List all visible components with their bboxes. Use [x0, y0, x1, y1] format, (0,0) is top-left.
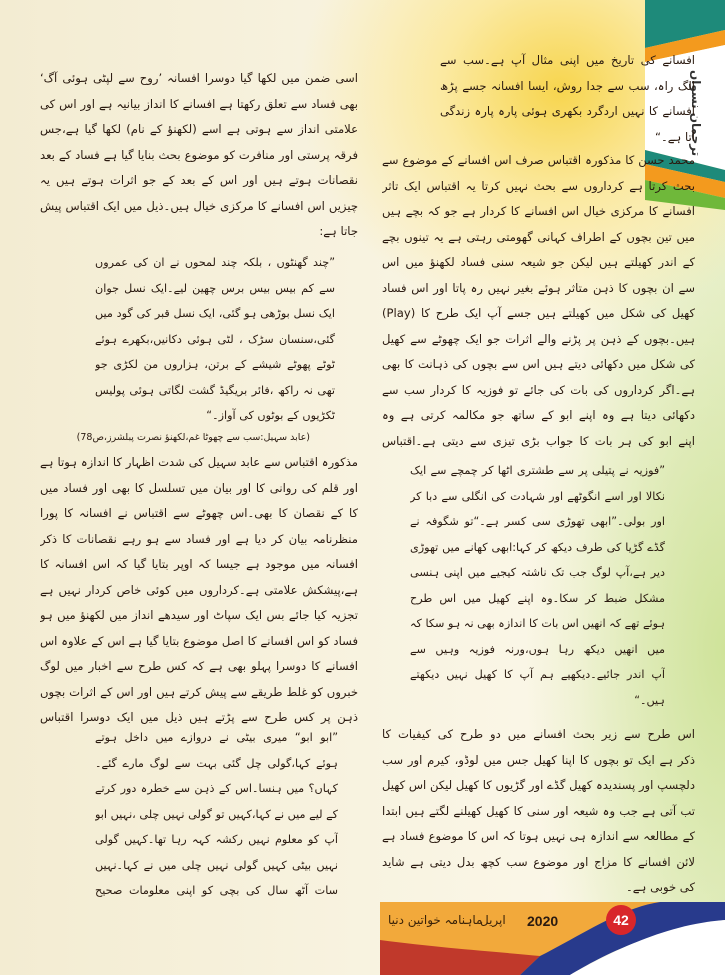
- text-line: افسانے کا نہیں اردگرد بکھری ہوئی پارہ پارہ زندگی: [440, 104, 695, 118]
- text-line: چیزیں اس افسانے کا مرکزی خیال ہیں۔ذیل میں ایک اقتباس پیش: [40, 198, 358, 213]
- text-line: آتا ہے۔“: [654, 129, 695, 144]
- text-line: نقصانات ہوتے ہیں اور اس کے بعد کے جو اثرات ہوتے ہیں یہ: [40, 173, 358, 187]
- text-line: ایک نسل بوڑھی ہو گئی، ایک نسل قبر کی گود میں: [95, 307, 335, 320]
- page-number: 42: [606, 905, 636, 935]
- right-para-3: [382, 722, 695, 901]
- text-line: دیر ہے،آپ لوگ جب تک ناشتہ کیجیے میں اپنی ہنسی: [410, 566, 665, 579]
- text-line: مذکورہ اقتباس سے عابد سہیل کی شدت اظہار کا اندازہ ہوتا ہے: [40, 455, 358, 469]
- text-line: خبروں کو غلط طریقے سے پیش کرتے ہیں اور اس کے اثرات بچوں: [40, 684, 358, 699]
- text-line: ذکر ہے ایک تو بچوں کا اپنا کھیل جس میں لوڈو، کیرم اور سب: [382, 752, 695, 767]
- right-para-2: [382, 148, 695, 454]
- text-line: ٹوٹے پھوٹے شیشے کے برتن، ہزاروں من لکڑی جو: [95, 358, 335, 371]
- text-line: اس طرح سے زیر بحث افسانے میں دو طرح کی کیفیات کا: [382, 727, 695, 741]
- text-line: ”ابو ابو“ میری بیٹی نے دروازے میں داخل ہوتے: [95, 731, 338, 744]
- text-line: ہوئے کہا،گولی چل گئی بہت سے لوگ مارے گئے۔: [95, 756, 338, 770]
- text-line: تھی نہ راکھ ،فائر بریگیڈ گشت لگاتی ہوئی پولیس: [95, 383, 335, 397]
- section-title: ترجمان نسواں: [689, 70, 703, 157]
- left-quote-1: [95, 250, 335, 429]
- text-line: فساد کو اس افسانے کا اصل موضوع بتایا گیا ہے اس کے علاوہ اس: [40, 633, 358, 648]
- text-line: نکالا اور اسے انگوٹھے اور شہادت کی انگلی سے دبا کر: [410, 489, 665, 503]
- text-line: سات آٹھ سال کی بچی کو اپنی معلومات صحیح: [95, 884, 338, 897]
- text-line: ہے،پیشکش علامتی ہے۔کرداروں میں کوئی خاص کردار نہیں ہے: [40, 582, 358, 597]
- text-line: دلچسپ اور پسندیدہ کھیل گڈے اور گڑیوں کا کھیل لیکن اس کھیل: [382, 778, 695, 792]
- text-line: منظرنامہ بیان کر دیا ہے اور فساد سے ہو رہے نقصانات کا ذکر: [40, 531, 358, 546]
- text-line: ہے۔اگر کرداروں کی بات کی جائے تو فوزیہ کا کردار سب سے: [382, 382, 695, 397]
- text-line: سے ان بچوں کا ذہن متاثر ہوئے بغیر نہیں رہ پاتا اور اس فساد: [382, 280, 695, 295]
- text-line: الگ راہ، سب سے جدا روش، ایسا افسانہ جسے پڑھ: [440, 78, 695, 93]
- text-line: افسانہ میں موجود ہے جیسا کہ اوپر بتایا گیا کہ اس افسانہ کا: [40, 557, 358, 571]
- text-line: کی خوبی ہے۔: [626, 880, 695, 894]
- right-quote: [410, 458, 665, 713]
- citation: (عابد سہیل:سب سے چھوٹا غم،لکھنؤ نصرت پبلشرز،ص78): [76, 432, 310, 443]
- text-line: گئی،سنسان سڑک ، لٹی ہوئی دکانیں،بکھرے ہوئے: [95, 332, 335, 346]
- text-line: اور قلم کی روانی کا اور بیان میں تسلسل کا بھی اور فساد میں: [40, 480, 358, 495]
- text-line: علامتی انداز سے ہوتی ہے اسے (لکھنؤ کے نام) لکھا گیا ہے،جس: [40, 122, 358, 136]
- text-line: کہاں؟ میں ہنسا۔اس کے ذہن سے خطرہ دور کرتے: [95, 782, 338, 795]
- left-para-2: [40, 450, 358, 731]
- text-line: افسانے کی تاریخ میں اپنی مثال آپ ہے۔سب سے: [440, 53, 695, 67]
- text-line: نہیں بیٹی کہیں گولی نہیں چلی میں نے کہا۔نہیں: [95, 858, 338, 872]
- text-line: مشکل ضبط کر سکا۔وہ اپنے کھیل میں اس طرح: [410, 591, 665, 605]
- text-line: سے کم بیس بیس برس چھین لیے۔ایک نسل جوان: [95, 281, 335, 295]
- text-line: محمد حسن کا مذکورہ اقتباس صرف اس افسانے کے موضوع سے: [382, 153, 695, 167]
- text-line: ہیں۔“: [634, 693, 665, 707]
- text-line: میں انھیں دیکھ رہا ہوں،ورنہ فوزیہ وہیں سے: [410, 642, 665, 656]
- text-line: تجزیہ کیا جائے بس ایک سپاٹ اور سیدھے انداز میں لکھنؤ میں ہو: [40, 608, 358, 622]
- issue-month: اپریل: [480, 913, 506, 927]
- text-line: گڈے گڑیا کی طرف دیکھ کر کہا:ابھی کھانے میں تھوڑی: [410, 540, 665, 554]
- right-para-1: [440, 48, 695, 150]
- text-line: کے مطالعہ سے اندازہ ہی نہیں ہوتا کہ اس کا موضوع فساد ہے: [382, 829, 695, 843]
- text-line: افسانے کا مرکزی خیال اس افسانے کا کردار ہے جو کہ بچے ہیں: [382, 204, 695, 218]
- text-line: ذہن پر کس طرح سے پڑتے ہیں ذیل میں ایک دوسرا اقتباس: [40, 710, 358, 724]
- text-line: ”فوزیہ نے پتیلی پر سے طشتری اٹھا کر چمچے سے ایک: [410, 464, 665, 477]
- text-line: آپ کو معلوم نہیں رکشہ کہہ رہا تھا۔کہیں گولی: [95, 833, 338, 846]
- text-line: کے لیے میں نے کہا،کہیں تو گولی نہیں چلی ،نہیں ابو: [95, 807, 338, 821]
- left-quote-2: [95, 725, 338, 904]
- text-line: کھیل کی شکل میں کھیلتے ہیں جسے آپ ایک طرح کا (Play): [382, 306, 695, 320]
- text-line: ”چند گھنٹوں ، بلکہ چند لمحوں نے ان کی عمروں: [95, 256, 335, 269]
- text-line: لائن افسانے کا مزاج اور موضوع سب کچھ بدل دیتی ہے شاید: [382, 854, 695, 869]
- text-line: کا کے نقصان کا بھی۔اس چھوٹے سے اقتباس نے افسانہ کا پورا: [40, 506, 358, 520]
- magazine-name: ماہنامہ خواتین دنیا: [388, 913, 483, 927]
- text-line: ٹکڑیوں کے بوٹوں کی آواز۔“: [206, 409, 335, 422]
- text-line: تب آتی ہے جب وہ شیعہ اور سنی کا کھیل کھیلنے لگتے ہیں ابتدا: [382, 803, 695, 818]
- text-line: ہیں۔بچوں کے ذہن پر پڑنے والے اثرات جو ایک چھوٹے سے کھیل: [382, 331, 695, 346]
- text-line: کے اندر کھیلتے ہیں لیکن جو شیعہ سنی فساد لکھنؤ میں اس: [382, 255, 695, 269]
- text-line: فرقہ پرستی اور منافرت کو موضوع بحث بنایا گیا ہے فساد کے بعد: [40, 147, 358, 162]
- text-line: اپنے ابو کی ہر بات کا جواب بڑی تیزی سے دیتی ہے۔اقتباس: [382, 433, 695, 448]
- text-line: جاتا ہے:: [319, 224, 358, 238]
- text-line: بھی فساد سے تعلق رکھتا ہے افسانے کا انداز بیانیہ ہے اور اس کی: [40, 96, 358, 111]
- text-line: کی شکل میں دکھائی دیتے ہیں اس سے بچوں کی ذہانت کا بھی: [382, 357, 695, 371]
- text-line: افسانے کا دوسرا پہلو بھی ہے کہ کس طرح سے اخبار میں لوگ: [40, 659, 358, 673]
- issue-year: 2020: [527, 913, 559, 929]
- text-line: اور بولی۔”ابھی تھوڑی سی کسر ہے۔“تو شگوفہ نے: [410, 515, 665, 528]
- left-para-1: [40, 66, 358, 245]
- text-line: ہوئے تھے کہ انھیں اس بات کا اندازہ بھی نہ ہو سکا کہ: [410, 617, 665, 630]
- text-line: دکھائی دیتا ہے وہ اپنے ابو کے ساتھ جو مکالمہ کرتی ہے وہ: [382, 408, 695, 422]
- text-line: آپ اندر جائیے۔دیکھیے ہم آپ کا کھیل نہیں دیکھتے: [410, 668, 665, 681]
- text-line: بحث کرتا ہے کرداروں سے بحث نہیں کرتا یہ اقتباس ایک تاثر: [382, 178, 695, 193]
- text-line: میں تین بچوں کے اطراف کہانی گھومتی رہتی ہے یہ تینوں بچے: [382, 229, 695, 244]
- text-line: اسی ضمن میں لکھا گیا دوسرا افسانہ ’روح سے لپٹی ہوئی آگ‘: [40, 71, 358, 85]
